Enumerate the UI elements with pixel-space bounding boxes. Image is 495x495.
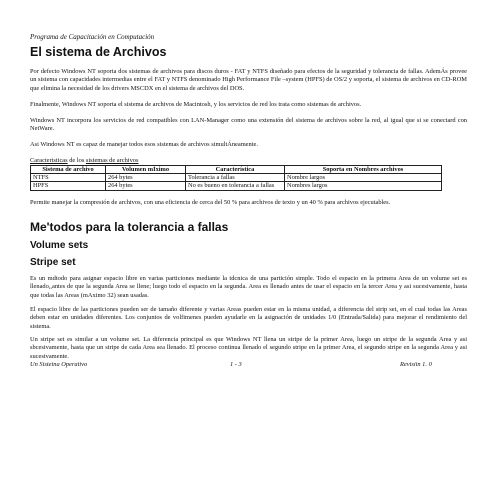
paragraph-compression: Permite manejar la compresión de archivos, con una eficiencia de cerca del 50 % para archivos de texto y un 40 % para archivos ejecutables. <box>30 199 391 206</box>
table-cell: 264 bytes <box>106 174 186 182</box>
caption-word-filesystems: sistemas de archivos <box>85 157 139 164</box>
table-cell: Nombres largos <box>285 182 442 190</box>
paragraph-intro: Por defecto Windows NT soporta dos sistemas de archivos para discos duros - FAT y NTFS diseñado para efectos de la seguridad y tolerancia de fallas. AdemÁs provee un sistema con capacidades intermedias entre el FAT y NTFS denominado High Performance File –system (HPFS) de OS/2 y soporta, el sistema de archivos en CD-ROM que elimina la necesidad de los drivers MSCDX en el sistema de archivos del DOS. <box>30 68 467 92</box>
subsection-title-stripe-set: Stripe set <box>30 257 76 268</box>
paragraph-stripe-set: Un stripe set es similar a un volume set. La diferencia principal es que Windows NT llena un stripe de la primer Area, luego un stripe de la segunda Area y asi sbcesivamente, hasta que un stripe de cada Area sea llenado. El proceso continua llenado el segundo stripe en la primer Area, el segundo stripe en la segunda Area y asi sucesivamente. <box>30 336 467 360</box>
subsection-title-volume-sets: Volume sets <box>30 240 89 251</box>
footer-left: Un Sisteina Operativo <box>30 361 88 368</box>
table-header-cell: Sistema de archivo <box>31 166 106 174</box>
table-cell: Nombre largos <box>285 174 442 182</box>
caption-word-characteristics: Caracteristicas <box>30 157 68 164</box>
page-title: El sistema de Archivos <box>30 45 167 59</box>
paragraph-free-space: El espacio libre de las particiones pueden ser de tamaño diferente y varias Areas pueden estar en la misma unidad, a diferencia del strip set, en el cual todas las Areas deben estar en unidades diferentes. Los conjuntos de volfimenes pueden ayudarle en la asignación de unidades 1/0 (Entrada/Salida) para mejorar el rendimiento del sistema. <box>30 306 467 330</box>
table-header-cell: Volumen mÍximo <box>106 166 186 174</box>
table-header-cell: Soporta en Nombres archivos <box>285 166 442 174</box>
paragraph-network: Windows NT incorpora los servicios de red compatibles con LAN-Manager como una extensión del sistema de archivos sobre la red, al igual que si se conectard con NetWare. <box>30 117 467 133</box>
table-row <box>31 174 442 182</box>
table-cell: Tolerancia a fallas <box>186 174 285 182</box>
table-cell: NTFS <box>31 174 106 182</box>
table-cell: 264 bytes <box>106 182 186 190</box>
paragraph-simultaneous: Asi Windows NT es capaz de manejar todos esos sistemas de archivos simultÁneamente. <box>30 141 258 148</box>
filesystem-table <box>30 165 442 191</box>
paragraph-macintosh: Finalmente, Windows NT soporta el sistema de archivos de Macintosh, y los servicios de red los trata como sistemas de archivos. <box>30 101 362 108</box>
table-header-row <box>31 166 442 174</box>
section-title: Me'todos para la tolerancia a fallas <box>30 220 229 234</box>
footer-revision: Revisiin 1. 0 <box>400 361 432 368</box>
table-cell: No es bueno en tolerancia a fallas <box>186 182 285 190</box>
table-caption <box>30 157 138 164</box>
paragraph-volume-set-method: Es un mdtodo para asignar espacio libre en varias particiones mediante la tdcnica de una partición simple. Todo el espacio en la primera Area de un volume set es llenado,,antes de que la segunda Area se llene; luego todo el espacio en la segunda. Area es llenado antes de usar el espacio en la tercer Area y asi sucesivamente, hasta que todas las Areas (mAximo 32) sean usadas. <box>30 275 467 299</box>
table-cell: HPFS <box>31 182 106 190</box>
caption-connector: de los <box>67 157 86 164</box>
footer-page-number: 1 - 3 <box>230 361 242 368</box>
table-row <box>31 182 442 190</box>
page-header: Programa de Capacitación en Computación <box>30 33 155 41</box>
table-header-cell: Característica <box>186 166 285 174</box>
